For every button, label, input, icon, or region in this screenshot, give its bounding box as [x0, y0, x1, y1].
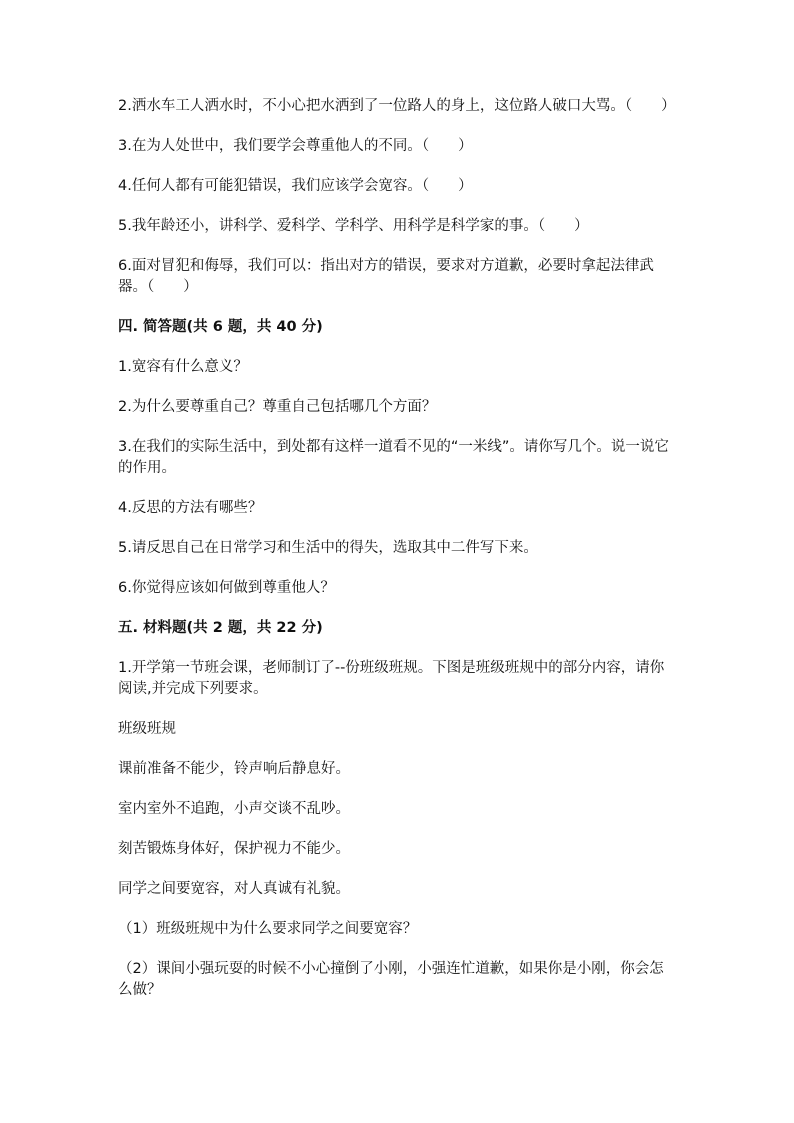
short-answer-item-4: 4.反思的方法有哪些？ [118, 500, 263, 516]
rule-line-2: 室内室外不追跑，小声交谈不乱吵。 [118, 801, 350, 817]
judgement-item-3: 3.在为人处世中，我们要学会尊重他人的不同。（ ） [118, 138, 473, 154]
short-answer-item-6: 6.你觉得应该如何做到尊重他人？ [118, 580, 335, 596]
short-answer-item-1: 1.宽容有什么意义？ [118, 359, 248, 375]
short-answer-item-3: 3.在我们的实际生活中，到处都有这样一道看不见的“一米线”。请你写几个。说一说它的作用。 [118, 439, 669, 476]
material-intro: 1.开学第一节班会课，老师制订了--份班级班规。下图是班级班规中的部分内容，请你阅读,并完成下列要求。 [118, 660, 665, 697]
section-4-title: 四. 简答题(共 6 题，共 40 分) [118, 319, 323, 335]
rule-line-4: 同学之间要宽容，对人真诚有礼貌。 [118, 881, 350, 897]
rule-line-1: 课前准备不能少，铃声响后静息好。 [118, 761, 350, 777]
judgement-item-2: 2.洒水车工人洒水时，不小心把水洒到了一位路人的身上，这位路人破口大骂。（ ） [118, 98, 676, 114]
material-question-2: （2）课间小强玩耍的时候不小心撞倒了小刚，小强连忙道歉，如果你是小刚，你会怎么做？ [118, 961, 664, 998]
short-answer-item-2: 2.为什么要尊重自己？尊重自己包括哪几个方面？ [118, 399, 437, 415]
judgement-item-4: 4.任何人都有可能犯错误，我们应该学会宽容。（ ） [118, 178, 473, 194]
section-5-title: 五. 材料题(共 2 题，共 22 分) [118, 620, 323, 636]
rules-title: 班级班规 [118, 721, 176, 737]
judgement-item-5: 5.我年龄还小，讲科学、爱科学、学科学、用科学是科学家的事。（ ） [118, 218, 589, 234]
short-answer-item-5: 5.请反思自己在日常学习和生活中的得失，选取其中二件写下来。 [118, 540, 538, 556]
rule-line-3: 刻苦锻炼身体好，保护视力不能少。 [118, 841, 350, 857]
document-page [118, 96, 674, 1020]
material-question-1: （1）班级班规中为什么要求同学之间要宽容？ [118, 921, 418, 937]
judgement-item-6: 6.面对冒犯和侮辱，我们可以：指出对方的错误，要求对方道歉，必要时拿起法律武器。（ ） [118, 258, 654, 295]
